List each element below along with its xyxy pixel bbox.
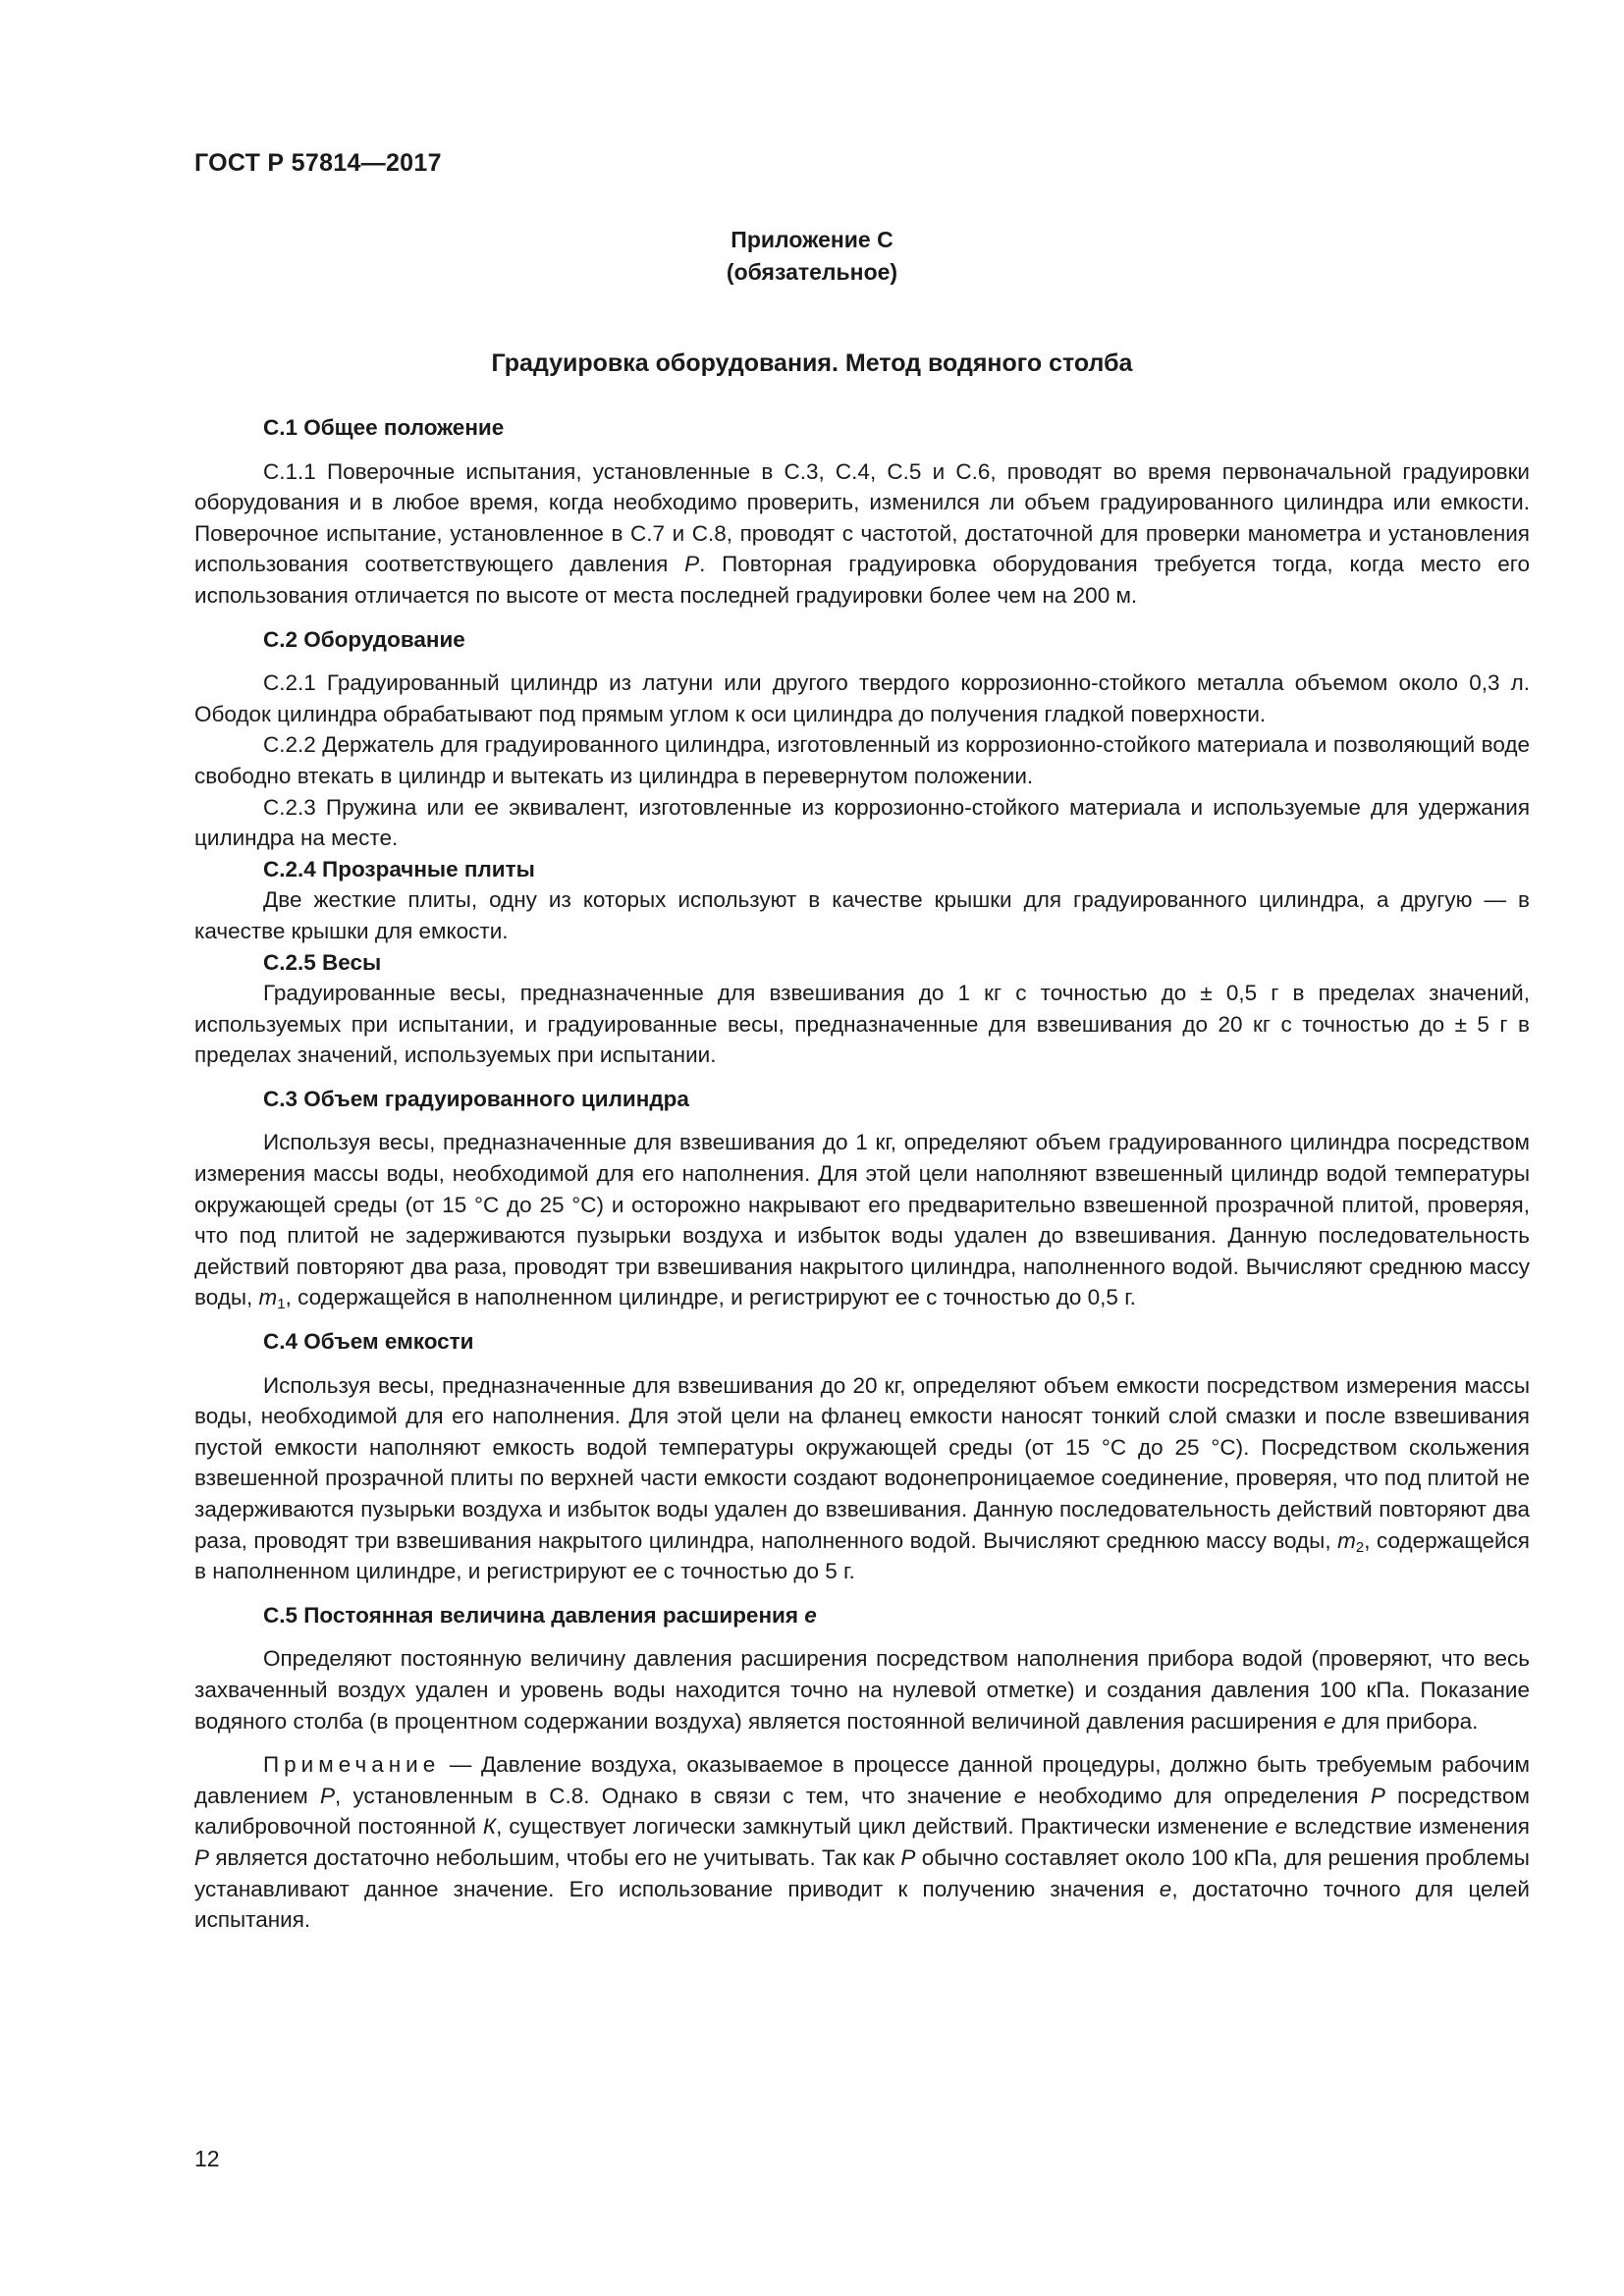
paragraph-c4: Используя весы, предназначенные для взвешивания до 20 кг, определяют объем емкости посредством измерения массы воды, необходимой для его наполнения. Для этой цели на фланец емкости наносят тонкий слой смазки и после взвешивания пустой емкости наполняют емкость водой температуры окружающей среды (от 15 °С до 25 °С). Посредством скольжения взвешенной прозрачной плиты по верхней части емкости создают водонепроницаемое соединение, проверяя, что под плитой не задерживаются пузырьки воздуха и избыток воды удален до взвешивания. Данную последовательность действий повторяют два раза, проводят три взвешивания накрытого цилиндра, наполненного водой. Вычисляют среднюю массу воды, $m_2$, содержащейся в наполненном цилиндре, и регистрируют ее с точностью до 5 г. — [194, 1372, 1530, 1584]
subscript: 2 — [1355, 1538, 1365, 1556]
paragraph-c3: Используя весы, предназначенные для взвешивания до 1 кг, определяют объем градуированного цилиндра посредством измерения массы воды, необходимой для его наполнения. Для этой цели наполняют взвешенный цилиндр водой температуры окружающей среды (от 15 °С до 25 °С) и осторожно накрывают его предварительно взвешенной прозрачной плитой, проверяя, что под плитой не задерживаются пузырьки воздуха и избыток воды удален до взвешивания. Данную последовательность действий повторяют два раза, проводят три взвешивания накрытого цилиндра, наполненного водой. Вычисляют среднюю массу воды, $m_1$, содержащейся в наполненном цилиндре, и регистрируют ее с точностью до 0,5 г. — [194, 1130, 1530, 1313]
subsection-heading-c2-4: С.2.4 Прозрачные плиты — [263, 856, 535, 881]
document-body — [194, 412, 1530, 1936]
appendix-label: Приложение С — [731, 227, 893, 252]
paragraph-c2-1: С.2.1 Градуированный цилиндр из латуни или другого твердого коррозионно-стойкого металла объемом около 0,3 л. Ободок цилиндра обрабатывают под прямым углом к оси цилиндра до получения гладкой поверхности. — [194, 670, 1530, 726]
paragraph-c1-1: С.1.1 Поверочные испытания, установленные в С.3, С.4, С.5 и С.6, проводят во время первоначальной градуировки оборудования и в любое время, когда необходимо проверить, изменился ли объем градуированного цилиндра или емкости. Поверочное испытание, установленное в С.7 и С.8, проводят с частотой, достаточной для проверки манометра и установления использования соответствующего давления Р. Повторная градуировка оборудования требуется тогда, когда место его использования отличается по высоте от места последней градуировки более чем на 200 м. — [194, 458, 1530, 608]
variable-e: е — [804, 1602, 817, 1628]
variable-e: е — [1324, 1708, 1336, 1734]
appendix-status: (обязательное) — [726, 259, 898, 285]
variable-p: Р — [684, 552, 700, 577]
subsection-heading-c2-5: С.2.5 Весы — [263, 949, 382, 975]
appendix-heading — [0, 224, 1624, 289]
paragraph-c2-2: С.2.2 Держатель для градуированного цилиндра, изготовленный из коррозионно-стойкого материала и позволяющий воде свободно втекать в цилиндр и вытекать из цилиндра в перевернутом положении. — [194, 732, 1530, 788]
paragraph-c2-3: С.2.3 Пружина или ее эквивалент, изготовленные из коррозионно-стойкого материала и используемые для удержания цилиндра на месте. — [194, 794, 1530, 851]
paragraph-c2-4: Две жесткие плиты, одну из которых используют в качестве крышки для градуированного цилиндра, а другую — в качестве крышки для емкости. — [194, 887, 1530, 943]
variable-m: m — [1337, 1527, 1356, 1553]
appendix-title: Градуировка оборудования. Метод водяного столба — [491, 349, 1133, 377]
subscript: 1 — [277, 1296, 286, 1313]
paragraph-c5: Определяют постоянную величину давления расширения посредством наполнения прибора водой (проверяют, что весь захваченный воздух удален и уровень воды находится точно на нулевой отметке) и создания давления 100 кПа. Показание водяного столба (в процентном содержании воздуха) является постоянной величиной давления расширения е для прибора. — [194, 1646, 1530, 1734]
note-label: Примечание — [263, 1752, 441, 1778]
section-heading-c1: С.1 Общее положение — [263, 415, 505, 440]
note-paragraph: Примечание — Давление воздуха, оказываемое в процессе данной процедуры, должно быть требуемым рабочим давлением Р, установленным в С.8. Однако в связи с тем, что значение е необходимо для определения Р посредством калибровочной постоянной К, существует логически замкнутый цикл действий. Практически изменение е вследствие изменения Р является достаточно небольшим, чтобы его не учитывать. Так как Р обычно составляет около 100 кПа, для решения проблемы устанавливают данное значение. Его использование приводит к получению значения е, достаточно точного для целей испытания. — [194, 1752, 1530, 1933]
section-heading-c4: С.4 Объем емкости — [263, 1329, 474, 1355]
variable-m: m — [258, 1285, 278, 1310]
document-code: ГОСТ Р 57814—2017 — [194, 149, 442, 177]
section-heading-c3: С.3 Объем градуированного цилиндра — [263, 1086, 689, 1111]
page-number: 12 — [194, 2146, 220, 2171]
section-heading-c5: С.5 Постоянная величина давления расширения е — [263, 1602, 817, 1628]
paragraph-c2-5: Градуированные весы, предназначенные для взвешивания до 1 кг с точностью до ± 0,5 г в пределах значений, используемых при испытании, и градуированные весы, предназначенные для взвешивания до 20 кг с точностью до ± 5 г в пределах значений, используемых при испытании. — [194, 981, 1530, 1068]
section-heading-c2: С.2 Оборудование — [263, 626, 465, 652]
